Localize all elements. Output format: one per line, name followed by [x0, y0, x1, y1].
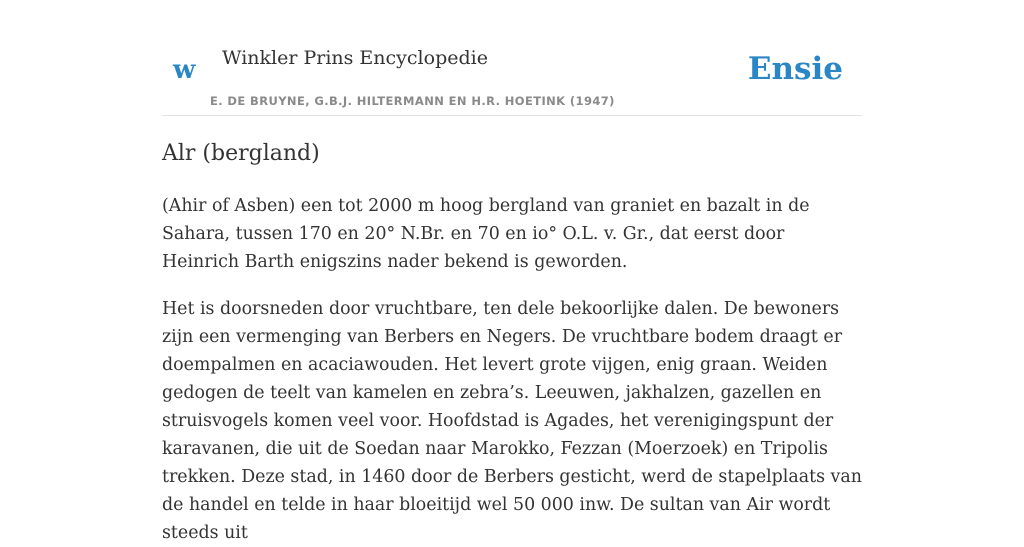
site-header: [162, 0, 862, 116]
book-authors: E. DE BRUYNE, G.B.J. HILTERMANN EN H.R. HOETINK (1947): [210, 94, 615, 108]
wp-logo-icon[interactable]: w: [173, 55, 196, 85]
article-title: Alr (bergland): [162, 141, 320, 166]
book-title-link[interactable]: Winkler Prins Encyclopedie: [222, 47, 488, 69]
article-content: [162, 138, 862, 547]
article-paragraph: Het is doorsneden door vruchtbare, ten dele bekoorlijke dalen. De bewoners zijn een vermenging van Berbers en Negers. De vruchtbare bodem draagt er doempalmen en acaciawouden. Het levert grote vijgen, enig graan. Weiden gedogen de teelt van kamelen en zebra’s. Leeuwen, jakhalzen, gazellen en struisvogels komen veel voor. Hoofdstad is Agades, het verenigingspunt der karavanen, die uit de Soedan naar Marokko, Fezzan (Moerzoek) en Tripolis trekken. Deze stad, in 1460 door de Berbers gesticht, werd de stapelplaats van de handel en telde in haar bloeitijd wel 50 000 inw. De sultan van Air wordt steeds uit: [162, 299, 862, 543]
ensie-logo-link[interactable]: Ensie: [747, 51, 843, 87]
article-paragraph: (Ahir of Asben) een tot 2000 m hoog bergland van graniet en bazalt in de Sahara, tussen 170 en 20° N.Br. en 70 en io° O.L. v. Gr., dat eerst door Heinrich Barth enigszins nader bekend is geworden.: [162, 196, 810, 272]
